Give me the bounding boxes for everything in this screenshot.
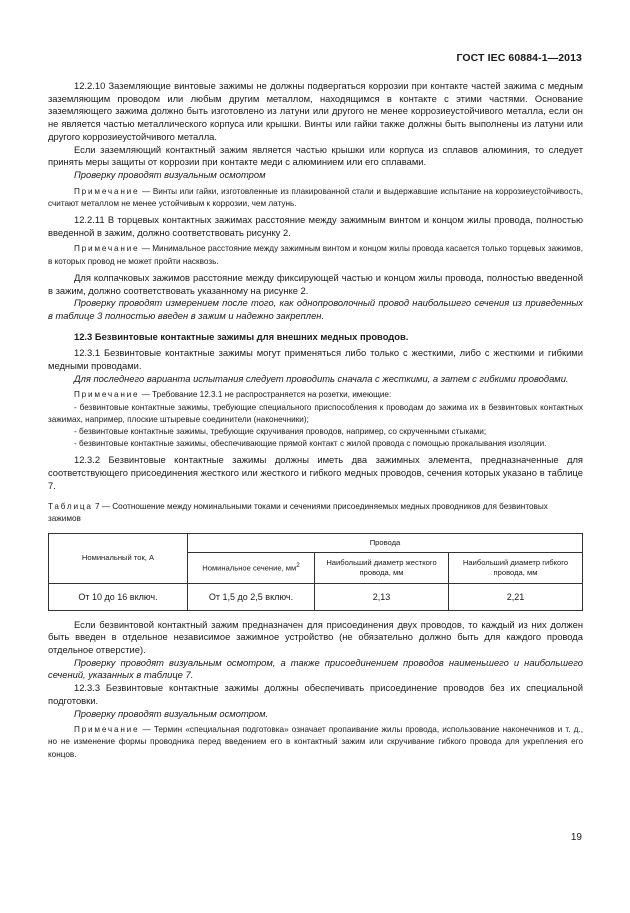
- table-caption: [48, 501, 583, 525]
- clause-12-2-10: 12.2.10 Заземляющие винтовые зажимы не должны подвергаться коррозии при контакте частей зажима с медным заземляющим проводом или любым другим металлом, находящимся в контакте с этими частями. Основание заземляющего зажима должно быть изготовлено из латуни или другого не менее коррозиеустойчивого металла, если он не является частью металлического корпуса или крышки. Винты или гайки также должны быть выполнены из латуни или другого коррозиеустойчивого металла.: [48, 80, 583, 142]
- note-1: [48, 186, 583, 210]
- header-conductors: Провода: [188, 533, 583, 552]
- paragraph-test-order: Для последнего варианта испытания следует проводить сначала с жесткими, а затем с гибкими проводами.: [74, 372, 569, 384]
- note-label: Примечание: [74, 390, 140, 400]
- note-text: — Минимальное расстояние между зажимным винтом и концом жилы провода касается только торцевых зажимов, в которых провод не может пройти насквозь.: [48, 244, 583, 266]
- note-label: Примечание: [74, 186, 140, 196]
- clause-12-2-11: 12.2.11 В торцевых контактных зажимах расстояние между зажимным винтом и концом жилы провода, полностью введенной в зажим, должно соответствовать рисунку 2.: [48, 214, 583, 238]
- check-measurement: Проверку проводят измерением после того, как однопроволочный провод наибольшего сечения из приведенных в таблице 3 полностью введен в зажим и надежно закреплен.: [48, 297, 583, 321]
- clause-12-3-3: 12.3.3 Безвинтовые контактные зажимы должны обеспечивать присоединение проводов без их специальной подготовки.: [48, 682, 583, 706]
- check-visual: Проверку проводят визуальным осмотром: [74, 168, 266, 180]
- header-flex: Наибольший диаметр гибкого провода, мм: [449, 552, 583, 583]
- clause-12-3-1: 12.3.1 Безвинтовые контактные зажимы могут применяться либо только с жесткими, либо с жесткими и гибкими медными проводами.: [48, 347, 583, 372]
- check-visual-connection: Проверку проводят визуальным осмотром, а также присоединением проводов наименьшего и наибольшего сечений, указанных в таблице 7.: [48, 656, 583, 681]
- cell-rigid: 2,13: [315, 583, 449, 610]
- table-label: Таблица: [48, 501, 93, 511]
- note-3-item-2: - безвинтовые контактные зажимы, требующие скручивания проводов, например, со скрученными стыками;: [74, 427, 487, 437]
- paragraph-two-wires: Если безвинтовой контактный зажим предназначен для присоединения двух проводов, то каждый из них должен быть введен в отдельное независимое зажимное устройство (не обязательно должно быть для каждого провода отдельное отверстие).: [48, 618, 583, 655]
- page-number: 19: [570, 832, 582, 843]
- cell-section: От 1,5 до 2,5 включ.: [188, 583, 315, 610]
- note-text: — Винты или гайки, изготовленные из плакированной стали и выдержавшие испытание на коррозиеустойчивость, считают металлом не менее устойчивым к коррозии, чем латунь.: [48, 186, 583, 208]
- note-3-item-1: - безвинтовые контактные зажимы, требующие специального приспособления к проводам до зажима их в безвинтовых контактных зажимах, например, плоские штыревые соединители (наконечники);: [48, 402, 583, 424]
- cell-flex: 2,21: [449, 583, 583, 610]
- header-section-text: Номинальное сечение, мм: [202, 563, 297, 573]
- cell-current: От 10 до 16 включ.: [49, 583, 188, 610]
- note-3: [48, 389, 583, 401]
- note-2: [48, 243, 583, 267]
- note-label: Примечание: [74, 244, 140, 254]
- paragraph-cap-clamps: Для колпачковых зажимов расстояние между фиксирующей частью и концом жилы провода, полностью введенной в зажим, должно соответствовать указанному на рисунке 2.: [48, 271, 583, 296]
- standard-header: ГОСТ IEC 60884-1—2013: [456, 52, 582, 64]
- note-4: [48, 724, 583, 761]
- table-7: [48, 533, 583, 611]
- section-heading-12-3: 12.3 Безвинтовые контактные зажимы для внешних медных проводов.: [74, 330, 409, 342]
- note-label: Примечание: [74, 725, 140, 735]
- header-section-sup: 2: [296, 562, 300, 570]
- note-3-item-3: - безвинтовые контактные зажимы, обеспечивающие прямой контакт с жилой провода с помощью прокалывания изоляции.: [74, 439, 547, 449]
- note-text: — Требование 12.3.1 не распространяется на розетки, имеющие:: [139, 390, 392, 400]
- header-current: Номинальный ток, А: [49, 533, 188, 583]
- table-row: [49, 583, 583, 610]
- header-rigid: Наибольший диаметр жесткого провода, мм: [315, 552, 449, 583]
- paragraph-aluminium: Если заземляющий контактный зажим является частью крышки или корпуса из сплавов алюминия, то следует принять меры защиты от коррозии при контакте меди с алюминием или его сплавами.: [48, 143, 583, 168]
- check-visual-2: Проверку проводят визуальным осмотром.: [74, 707, 269, 719]
- header-section: [188, 552, 315, 583]
- table-caption-text: 7 — Соотношение между номинальными токами и сечениями присоединяемых медных проводников для безвинтовых зажимов: [48, 501, 548, 523]
- note-text: — Термин «специальная подготовка» означает пропаивание жилы провода, использование наконечников и т. д., но не изменение формы проводника перед введением его в контактный зажим или скручивание гибкого провода для укрепления его концов.: [48, 725, 583, 759]
- clause-12-3-2: 12.3.2 Безвинтовые контактные зажимы должны иметь два зажимных элемента, предназначенные для соответствующего присоединения жесткого или жесткого и гибкого медных проводов, сечения которых указано в таблице 7.: [48, 454, 583, 491]
- page-content: [48, 80, 583, 761]
